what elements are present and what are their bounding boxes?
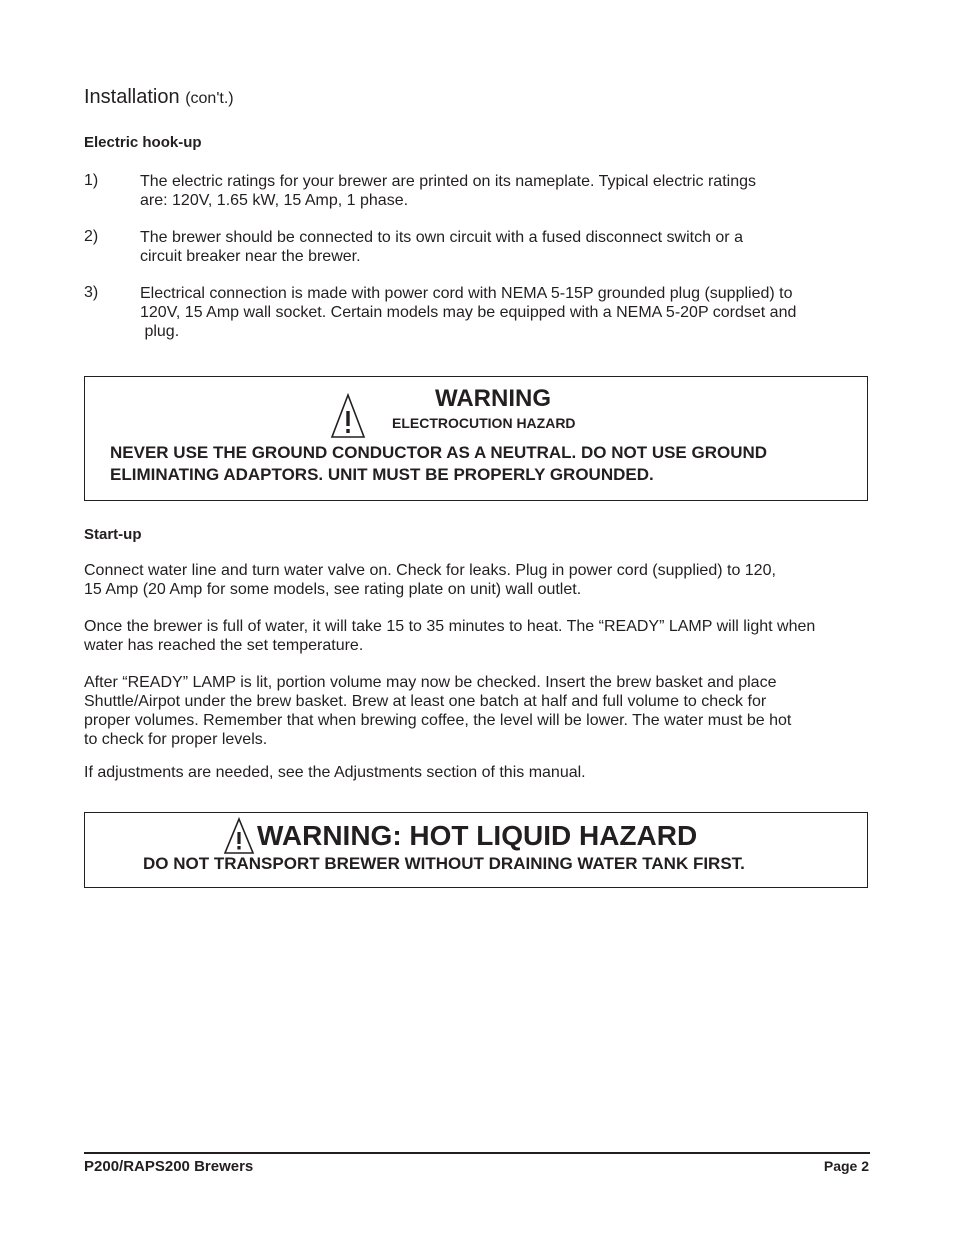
page-title <box>84 86 234 109</box>
paragraph-line: proper volumes. Remember that when brewing coffee, the level will be lower. The water must be hot <box>84 712 792 729</box>
paragraph-line: Shuttle/Airpot under the brew basket. Brew at least one batch at half and full volume to check for <box>84 693 767 710</box>
paragraph <box>84 561 874 599</box>
section-title-suffix: (con't.) <box>185 90 234 107</box>
electrocution-warning-box <box>84 376 868 501</box>
list-item <box>140 228 860 266</box>
list-item-line: The electric ratings for your brewer are printed on its nameplate. Typical electric ratings <box>140 173 756 190</box>
warning-line: ELIMINATING ADAPTORS. UNIT MUST BE PROPERLY GROUNDED. <box>110 465 654 484</box>
list-item-line: plug. <box>140 323 180 340</box>
item-number: 2) <box>84 228 99 245</box>
electric-heading: Electric hook-up <box>84 134 202 151</box>
warning-title: WARNING: HOT LIQUID HAZARD <box>257 820 698 851</box>
page-number: Page 2 <box>823 1158 869 1174</box>
warning-text <box>110 442 767 486</box>
paragraph-line: After “READY” LAMP is lit, portion volume may now be checked. Insert the brew basket and place <box>84 674 777 691</box>
paragraph-line: Connect water line and turn water valve on. Check for leaks. Plug in power cord (supplied) to 120, <box>84 562 776 579</box>
startup-heading: Start-up <box>84 526 142 543</box>
list-item-line: are: 120V, 1.65 kW, 15 Amp, 1 phase. <box>140 192 409 209</box>
list-item-line: circuit breaker near the brewer. <box>140 248 361 265</box>
list-item-line: Electrical connection is made with power cord with NEMA 5-15P grounded plug (supplied) to <box>140 285 793 302</box>
item-number: 1) <box>84 172 99 189</box>
paragraph <box>84 673 874 749</box>
list-item-line: 120V, 15 Amp wall socket. Certain models may be equipped with a NEMA 5-20P cordset and <box>140 304 797 321</box>
warning-subtitle: ELECTROCUTION HAZARD <box>392 415 576 431</box>
warning-text: DO NOT TRANSPORT BREWER WITHOUT DRAINING WATER TANK FIRST. <box>143 854 745 873</box>
paragraph-line: If adjustments are needed, see the Adjustments section of this manual. <box>84 764 586 781</box>
hot-liquid-warning-box <box>84 812 868 888</box>
paragraph-line: Once the brewer is full of water, it will take 15 to 35 minutes to heat. The “READY” LAMP will light when <box>84 618 816 635</box>
list-item <box>140 284 860 341</box>
list-item <box>140 172 860 210</box>
section-title: Installation <box>84 86 180 108</box>
paragraph <box>84 617 874 655</box>
paragraph-line: to check for proper levels. <box>84 731 268 748</box>
warning-triangle-icon <box>223 817 255 855</box>
paragraph-line: water has reached the set temperature. <box>84 637 364 654</box>
paragraph-line: 15 Amp (20 Amp for some models, see rating plate on unit) wall outlet. <box>84 581 582 598</box>
warning-title: WARNING <box>435 385 551 412</box>
paragraph <box>84 763 874 782</box>
list-item-line: The brewer should be connected to its own circuit with a fused disconnect switch or a <box>140 229 743 246</box>
item-number: 3) <box>84 284 99 301</box>
warning-line: NEVER USE THE GROUND CONDUCTOR AS A NEUTRAL. DO NOT USE GROUND <box>110 443 768 462</box>
footer-title: P200/RAPS200 Brewers <box>84 1158 254 1175</box>
footer-divider <box>84 1152 870 1154</box>
warning-triangle-icon <box>330 393 366 439</box>
